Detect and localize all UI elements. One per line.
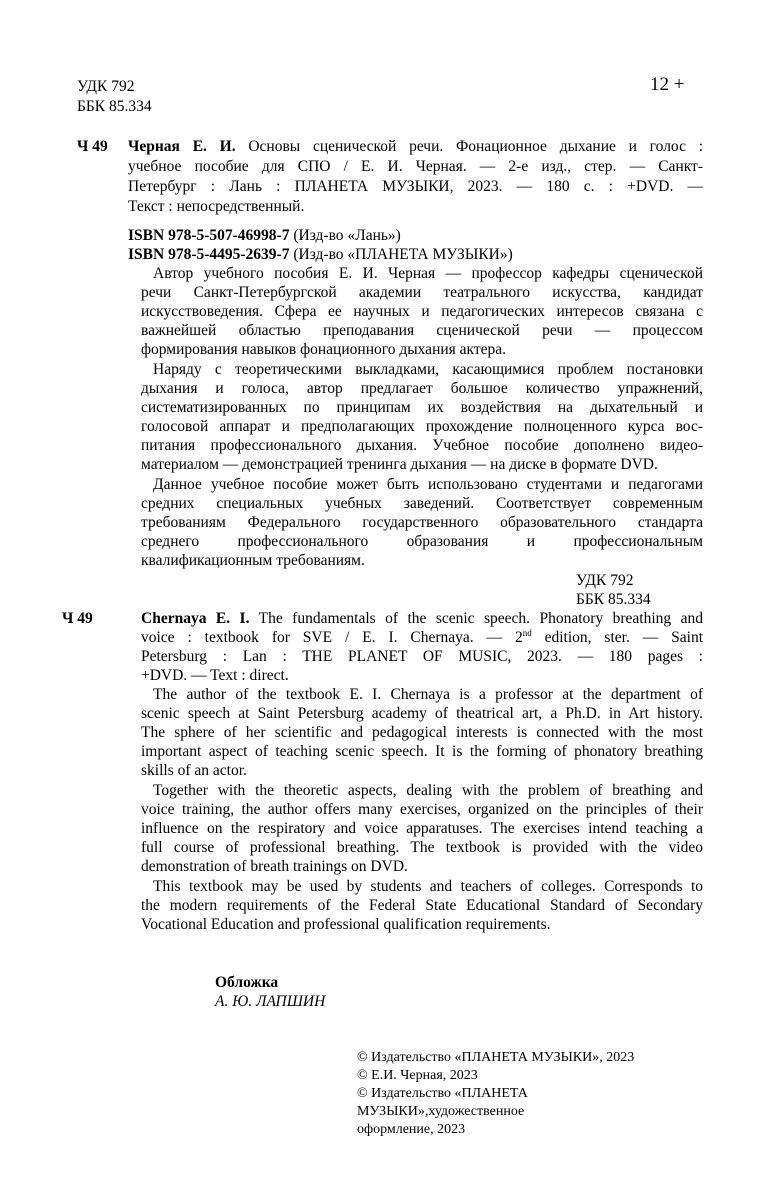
header-bbk: ББК 85.334 (77, 98, 152, 115)
ru-bib-line-3: Петербург : Лань : ПЛАНЕТА МУЗЫКИ, 2023. — 180 с. : +DVD. — (128, 178, 703, 195)
text-line: This textbook may be used by students and teachers of colleges. Corresponds to (153, 878, 703, 895)
en-bib-line-1 (141, 609, 703, 628)
text-line: the modern requirements of the Federal State Educational Standard of Secondary (141, 897, 703, 914)
header-udk: УДК 792 (77, 78, 135, 95)
copyright-block (357, 1049, 634, 1139)
text-line: дыхания и голоса, автор предлагает большое количество упражнений, (141, 380, 703, 397)
ru-index: Ч 49 (77, 138, 108, 155)
isbn-number: 978-5-507-46998-7 (168, 227, 290, 244)
en-bib-title: The fundamentals of the scenic speech. Phonatory breathing and (258, 610, 703, 627)
en-bib-line-4: +DVD. — Text : direct. (141, 667, 289, 684)
isbn-lan (128, 226, 401, 245)
text-line: голосовой аппарат и предполагающих прохождение полноценного курса вос- (141, 418, 703, 435)
text-line: skills of an actor. (141, 762, 247, 779)
text-line: формирования навыков фонационного дыхания актера. (141, 341, 507, 358)
en-bib-text: edition, ster. — Saint (531, 629, 704, 646)
copyright-line: © Е.И. Черная, 2023 (357, 1068, 478, 1083)
ru-author: Черная Е. И. (128, 138, 236, 155)
text-line: Автор учебного пособия Е. И. Черная — профессор кафедры сценической (153, 265, 703, 282)
cover-title: Обложка (215, 974, 279, 991)
text-line: full course of professional breathing. The textbook is provided with the video (141, 839, 703, 856)
ru-abstract-para-3 (141, 475, 703, 570)
copyright-line: © Издательство «ПЛАНЕТА МУЗЫКИ», 2023 (357, 1050, 635, 1065)
text-line: influence on the respiratory and voice apparatuses. The exercises intend teaching a (141, 820, 703, 837)
text-line: The sphere of her scientific and pedagogical interests is connected with the most (141, 724, 703, 741)
ru-bbk: ББК 85.334 (576, 591, 651, 608)
en-abstract-para-3 (141, 877, 703, 934)
text-line: искусствоведения. Сфера ее научных и педагогических интересов связана с (141, 303, 703, 320)
ru-udk: УДК 792 (576, 572, 634, 589)
text-line: important aspect of teaching scenic speech. It is the forming of phonatory breathing (141, 743, 703, 760)
ru-abstract-para-2 (141, 360, 703, 474)
isbn-publisher: (Изд-во «Лань») (293, 227, 401, 244)
isbn-publisher: (Изд-во «ПЛАНЕТА МУЗЫКИ») (293, 246, 513, 263)
ru-bib-line-1 (128, 137, 703, 156)
text-line: demonstration of breath trainings on DVD. (141, 858, 408, 875)
text-line: важнейшей областью преподавания сценической речи — процессом (141, 322, 703, 339)
ru-bib-line-4: Текст : непосредственный. (128, 198, 305, 215)
en-bib-line-2 (141, 628, 703, 647)
isbn-label: ISBN (128, 227, 165, 244)
text-line: требованиям Федерального государственного образовательного стандарта (141, 514, 703, 531)
text-line: The author of the textbook E. I. Chernaya is a professor at the department of (153, 686, 703, 703)
en-abstract-para-1 (141, 685, 703, 780)
text-line: средних специальных учебных заведений. Соответствует современным (141, 495, 703, 512)
copyright-line: МУЗЫКИ»,художественное (357, 1104, 525, 1119)
text-line: речи Санкт-Петербургской академии театрального искусства, кандидат (141, 284, 703, 301)
text-line: Vocational Education and professional qualification requirements. (141, 916, 551, 933)
text-line: voice training, the author offers many exercises, organized on the principles of their (141, 801, 703, 818)
text-line: Together with the theoretic aspects, dealing with the problem of breathing and (153, 782, 703, 799)
en-bib-sup: nd (522, 628, 532, 638)
en-bib-text: voice : textbook for SVE / E. I. Chernaya. — 2 (141, 629, 523, 646)
en-bib-line-3: Petersburg : Lan : THE PLANET OF MUSIC, 2023. — 180 pages : (141, 648, 703, 665)
copyright-line: оформление, 2023 (357, 1122, 466, 1137)
text-line: питания профессионального дыхания. Учебное пособие дополнено видео- (141, 437, 703, 454)
text-line: Наряду с теоретическими выкладками, касающимися проблем постановки (153, 361, 703, 378)
isbn-number: 978-5-4495-2639-7 (168, 246, 290, 263)
ru-bib-title: Основы сценической речи. Фонационное дыхание и голос : (248, 138, 703, 155)
isbn-planeta (128, 245, 513, 264)
ru-bib-line-2: учебное пособие для СПО / Е. И. Черная. — 2-е изд., стер. — Санкт- (128, 158, 703, 175)
en-index: Ч 49 (62, 610, 93, 627)
text-line: Данное учебное пособие может быть использовано студентами и педагогами (153, 476, 703, 493)
text-line: систематизированных по принципам их воздействия на дыхательный и (141, 399, 703, 416)
ru-abstract-para-1 (141, 264, 703, 359)
en-abstract-para-2 (141, 781, 703, 876)
en-author: Chernaya E. I. (141, 610, 250, 627)
age-rating: 12 + (650, 74, 685, 95)
cover-artist: А. Ю. ЛАПШИН (215, 993, 326, 1010)
text-line: квалификационным требованиям. (141, 552, 365, 569)
text-line: scenic speech at Saint Petersburg academy of theatrical art, a Ph.D. in Art history. (141, 705, 703, 722)
text-line: материалом — демонстрацией тренинга дыхания — на диске в формате DVD. (141, 456, 658, 473)
copyright-line: © Издательство «ПЛАНЕТА (357, 1086, 528, 1101)
isbn-label: ISBN (128, 246, 165, 263)
text-line: среднего профессионального образования и профессиональным (141, 533, 703, 550)
